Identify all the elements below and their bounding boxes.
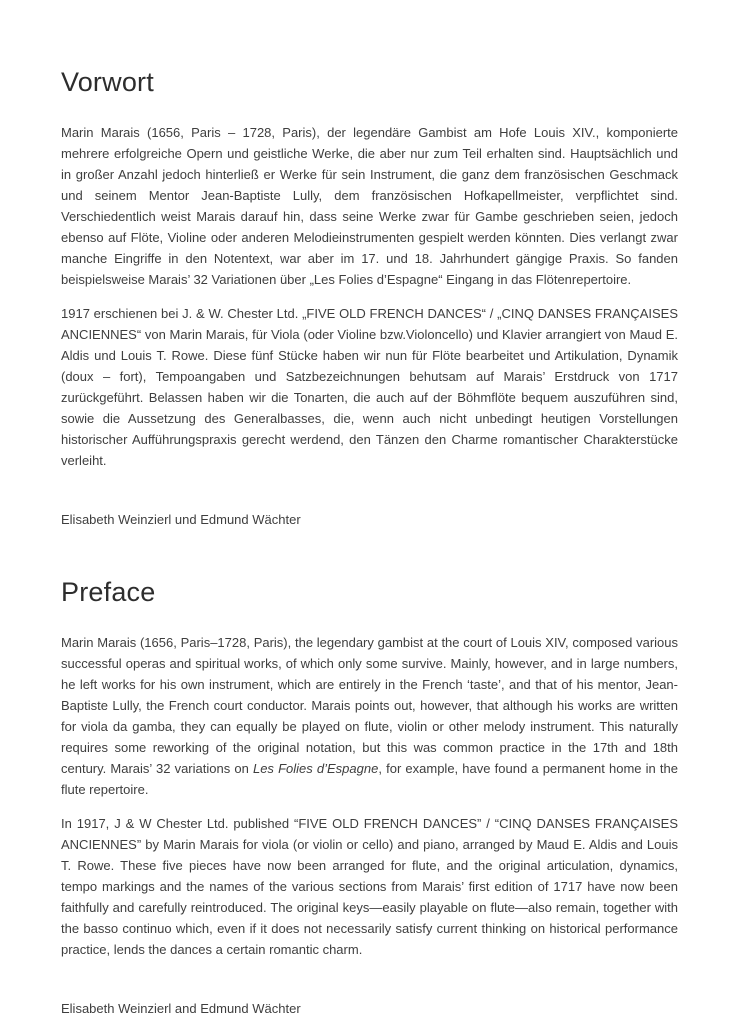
preface-heading: Preface bbox=[61, 577, 156, 607]
vorwort-heading: Vorwort bbox=[61, 67, 154, 97]
english-paragraph-1-text-after: , for example, have found a permanent home in the flute repertoire. bbox=[61, 761, 678, 797]
english-paragraph-1-italic-work-title: Les Folies d’Espagne bbox=[252, 761, 379, 776]
german-paragraph-2: 1917 erschienen bei J. & W. Chester Ltd. „FIVE OLD FRENCH DANCES“ / „CINQ DANSES FRANÇAISES ANCIENNES“ von Marin Marais, für Viola (oder Violine bzw.Violoncello) und Klavier arrangiert von Maud E. Aldis und Louis T. Rowe. Diese fünf Stücke haben wir nun für Flöte bearbeitet und Artikulation, Dynamik (doux – fort), Tempoangaben und Satzbezeichnungen behutsam auf Marais’ Erstdruck von 1717 zurückgeführt. Belassen haben wir die Tonarten, die auch auf der Böhmflöte bequem auszuführen sind, sowie die Aussetzung des Generalbasses, die, wenn auch nicht unbedingt heutigen Vorstellungen historischer Aufführungspraxis gerecht werdend, den Tänzen den Charme romantischer Charakterstücke verleiht. bbox=[61, 306, 678, 468]
section-preface-english bbox=[61, 576, 678, 1019]
german-signature-authors: Elisabeth Weinzierl und Edmund Wächter bbox=[61, 512, 301, 527]
english-paragraph-1-text: Marin Marais (1656, Paris–1728, Paris), the legendary gambist at the court of Louis XIV, composed various successful operas and spiritual works, of which only some survive. Mainly, however, and in large numbers, he left works for his own instrument, which are entirely in the French ‘taste’, and that of his mentor, Jean-Baptiste Lully, the French court conductor. Marais points out, however, that although his works are written for viola da gamba, they can equally be played on flute, violin or other melody instrument. This naturally requires some reworking of the original notation, but this was common practice in the 17th and 18th century. Marais’ 32 variations on bbox=[61, 635, 678, 776]
german-paragraph-1: Marin Marais (1656, Paris – 1728, Paris), der legendäre Gambist am Hofe Louis XIV., komponierte mehrere erfolgreiche Opern und geistliche Werke, die aber nur zum Teil erhalten sind. Hauptsächlich und in großer Anzahl jedoch hinterließ er Werke für sein Instrument, die ganz dem französischen Geschmack und seinem Mentor Jean-Baptiste Lully, dem französischen Hofkapellmeister, verpflichtet sind. Verschiedentlich weist Marais darauf hin, dass seine Werke zwar für Gambe geschrieben seien, jedoch ebenso auf Flöte, Violine oder anderen Melodieinstrumenten gespielt werden könnten. Dies verlangt zwar manche Eingriffe in den Notentext, war aber im 17. und 18. Jahrhundert gängige Praxis. So fanden beispielsweise Marais’ 32 Variationen über „Les Folies d’Espagne“ Eingang in das Flötenrepertoire. bbox=[61, 125, 678, 287]
english-paragraph-2: In 1917, J & W Chester Ltd. published “FIVE OLD FRENCH DANCES” / “CINQ DANSES FRANÇAISES ANCIENNES” by Marin Marais for viola (or violin or cello) and piano, arranged by Maud E. Aldis and Louis T. Rowe. These five pieces have now been arranged for flute, and the original articulation, dynamics, tempo markings and the names of the various sections from Marais’ first edition of 1717 have now been faithfully and carefully reintroduced. The original keys—easily playable on flute—also remain, together with the basso continuo which, even if it does not necessarily satisfy current thinking on historical performance practice, lends the dances a certain romantic charm. bbox=[61, 816, 678, 957]
section-vorwort-german bbox=[61, 66, 678, 530]
english-signature-authors: Elisabeth Weinzierl and Edmund Wächter bbox=[61, 1001, 301, 1016]
english-paragraph-1 bbox=[61, 632, 678, 800]
